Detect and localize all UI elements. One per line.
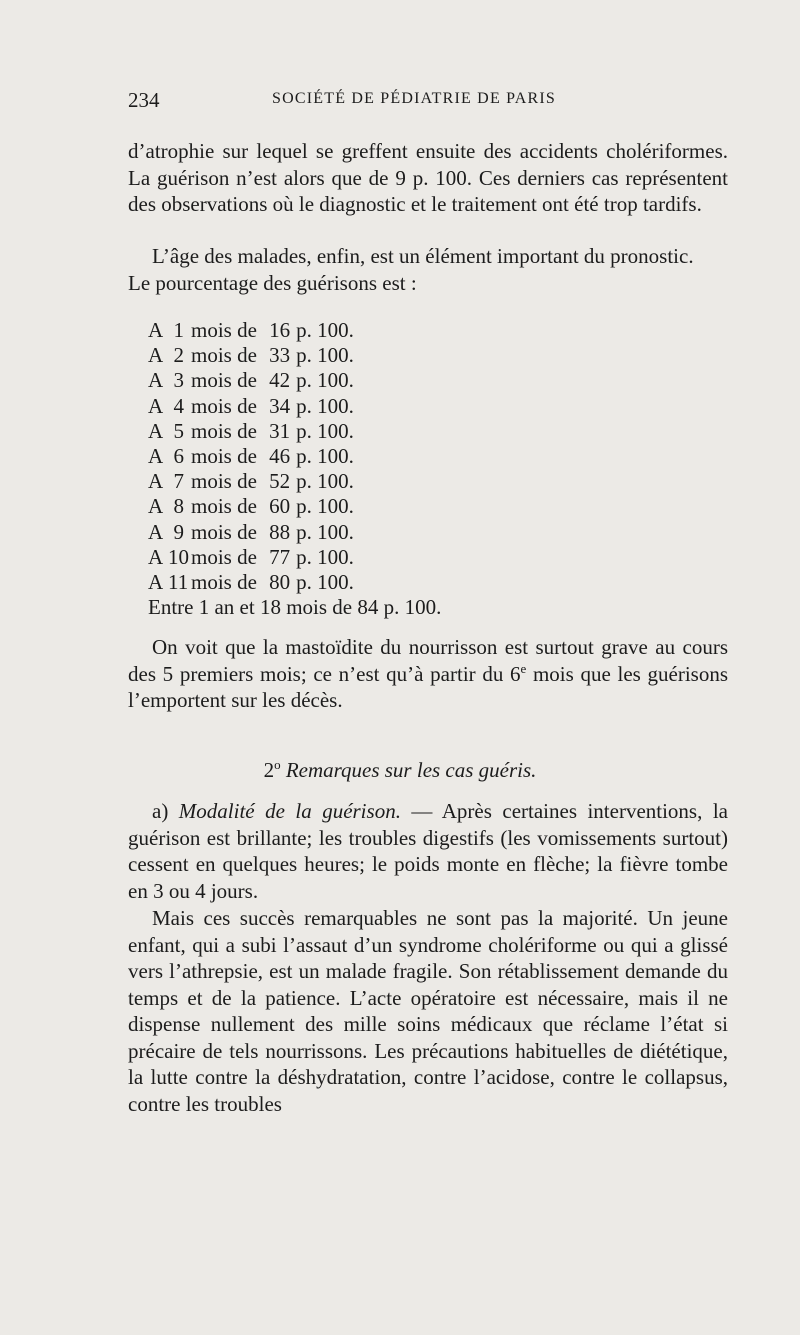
percentage-row — [148, 469, 354, 494]
row-prefix: A — [148, 343, 164, 368]
running-title: SOCIÉTÉ DE PÉDIATRIE DE PARIS — [272, 90, 556, 107]
percentage-row — [148, 368, 354, 393]
row-months: 7 — [173, 469, 184, 494]
row-months: 3 — [173, 368, 184, 393]
row-percent: 34 — [269, 393, 291, 418]
paragraph-atrophie: d’atrophie sur lequel se greffent ensuite des accidents cholériformes. La guérison n’est alors que de 9 p. 100. Ces derniers cas représentent des observations où le diagnostic et le traitement ont été trop tardifs. — [128, 139, 728, 216]
paragraph-succes: Mais ces succès remarquables ne sont pas la majorité. Un jeune enfant, qui a subi l’assaut d’un syndrome cholériforme ou qui a glissé vers l’athrepsie, est un malade fragile. Son rétablissement demande du temps et de la patience. L’acte opératoire est nécessaire, mais il ne dispense nullement des mille soins médicaux que réclame l’état si précaire de tels nourrissons. Les précautions habituelles de diététique, la lutte contre la déshydratation, contre l’acidose, contre le collapsus, contre les troubles — [128, 906, 728, 1116]
superscript-e: e — [520, 660, 527, 676]
section-number: 2 — [263, 758, 275, 782]
row-months: 6 — [173, 443, 184, 468]
row-suffix: p. 100. — [296, 443, 354, 468]
percentage-row — [148, 444, 354, 469]
row-prefix: A — [148, 569, 164, 594]
row-months: 8 — [173, 494, 184, 519]
row-months: 2 — [173, 343, 184, 368]
row-prefix: A — [148, 469, 164, 494]
row-percent: 88 — [269, 519, 291, 544]
modalite-title: Modalité de la guérison. — [178, 799, 401, 823]
row-percent: 46 — [269, 443, 291, 468]
row-months: 11 — [168, 569, 189, 594]
row-percent: 33 — [269, 343, 291, 368]
section-number-sup: o — [274, 757, 281, 772]
row-months: 9 — [173, 519, 184, 544]
conclusion-text-b: mois que les guérisons l’emportent sur les décès. — [128, 661, 729, 712]
percentage-row — [148, 494, 354, 519]
row-suffix: p. 100. — [296, 393, 354, 418]
percentage-row — [148, 520, 354, 545]
row-unit: mois de — [191, 443, 257, 468]
row-percent: 52 — [269, 469, 291, 494]
section-heading — [0, 758, 800, 783]
row-prefix: A — [148, 544, 164, 569]
page-header — [128, 88, 724, 118]
row-suffix: p. 100. — [296, 544, 354, 569]
row-suffix: p. 100. — [296, 494, 354, 519]
row-unit: mois de — [191, 368, 257, 393]
row-unit: mois de — [191, 393, 257, 418]
row-suffix: p. 100. — [296, 368, 354, 393]
row-suffix: p. 100. — [296, 343, 354, 368]
page-number: 234 — [128, 88, 160, 112]
row-months: 5 — [173, 418, 184, 443]
row-percent: 16 — [269, 318, 291, 342]
modalite-text: — Après certaines interventions, la guérison est brillante; les troubles digestifs (les vomissements surtout) cessent en quelques heures; le poids monte en flèche; la fièvre tombe en 3 ou 4 jours. — [128, 799, 728, 903]
row-prefix: A — [148, 494, 164, 519]
row-unit: mois de — [191, 418, 257, 443]
row-unit: mois de — [191, 318, 257, 342]
percentage-row — [148, 318, 354, 343]
row-unit: mois de — [191, 544, 257, 569]
percentage-list — [148, 318, 354, 595]
row-suffix: p. 100. — [296, 418, 354, 443]
paragraph-conclusion — [128, 634, 728, 714]
paragraph-modalite — [128, 798, 728, 904]
row-prefix: A — [148, 519, 164, 544]
percentage-final-row: Entre 1 an et 18 mois de 84 p. 100. — [148, 595, 442, 619]
row-percent: 42 — [269, 368, 291, 393]
row-suffix: p. 100. — [296, 469, 354, 494]
row-prefix: A — [148, 393, 164, 418]
row-prefix: A — [148, 368, 164, 393]
row-months: 1 — [173, 318, 184, 342]
percentage-row — [148, 343, 354, 368]
conclusion-text-a: On voit que la mastoïdite du nourrisson est surtout grave au cours des 5 premiers mois; ce n’est qu’à partir du 6 — [128, 635, 728, 686]
percentage-row — [148, 419, 354, 444]
percentage-row — [148, 394, 354, 419]
row-months: 4 — [173, 393, 184, 418]
row-suffix: p. 100. — [296, 318, 354, 342]
row-percent: 60 — [269, 494, 291, 519]
row-unit: mois de — [191, 519, 257, 544]
paragraph-age-line2: Le pourcentage des guérisons est : — [128, 271, 417, 295]
row-percent: 77 — [269, 544, 291, 569]
row-unit: mois de — [191, 469, 257, 494]
percentage-row — [148, 545, 354, 570]
row-unit: mois de — [191, 569, 257, 594]
row-prefix: A — [148, 443, 164, 468]
row-percent: 31 — [269, 418, 291, 443]
row-prefix: A — [148, 418, 164, 443]
section-title: Remarques sur les cas guéris. — [285, 758, 537, 782]
modalite-prefix: a) — [152, 799, 179, 823]
paragraph-age-line1: L’âge des malades, enfin, est un élément important du pronostic. — [152, 244, 694, 268]
row-unit: mois de — [191, 494, 257, 519]
row-percent: 80 — [269, 569, 291, 594]
row-unit: mois de — [191, 343, 257, 368]
percentage-row — [148, 570, 354, 595]
row-suffix: p. 100. — [296, 569, 354, 594]
row-suffix: p. 100. — [296, 519, 354, 544]
row-prefix: A — [148, 318, 164, 342]
row-months: 10 — [168, 544, 189, 569]
